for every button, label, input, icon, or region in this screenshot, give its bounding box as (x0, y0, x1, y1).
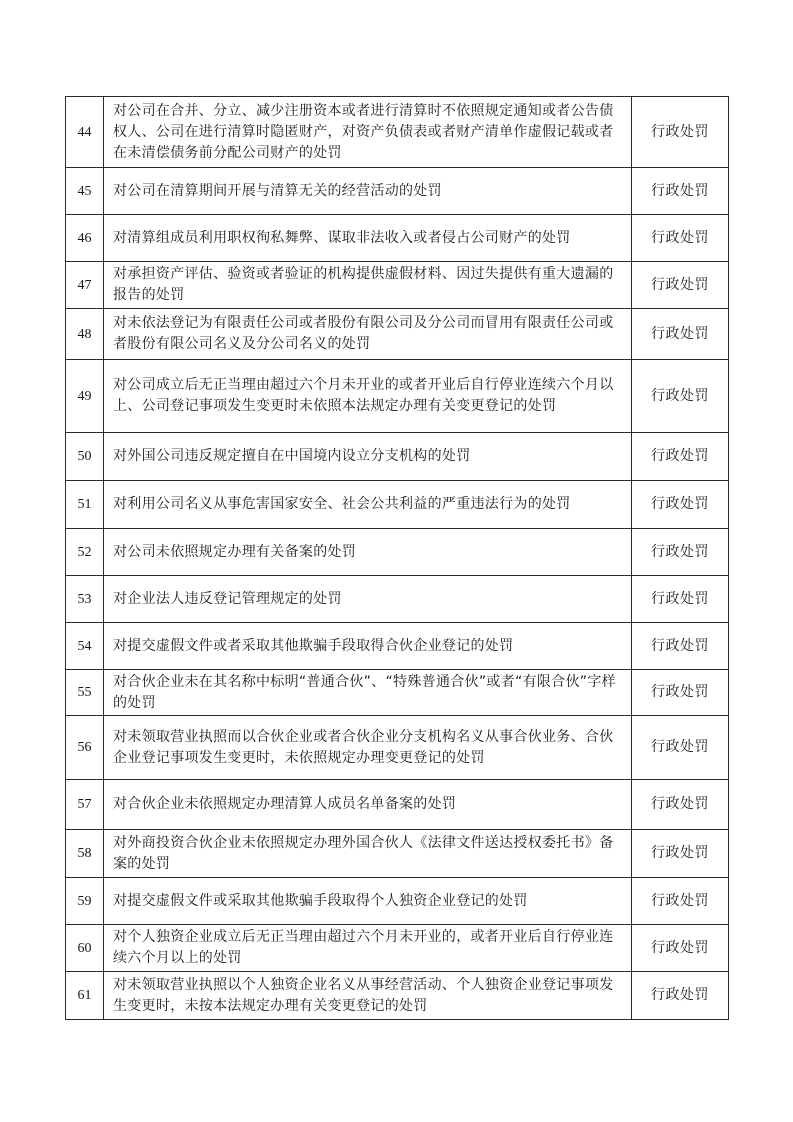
item-description: 对未领取营业执照以个人独资企业名义从事经营活动、个人独资企业登记事项发生变更时，未按本法规定办理有关变更登记的处罚 (104, 972, 632, 1020)
penalty-items-table (65, 96, 729, 1020)
table-row (66, 529, 729, 576)
item-type: 行政处罚 (632, 670, 729, 716)
item-type: 行政处罚 (632, 168, 729, 215)
table-row (66, 262, 729, 309)
row-number: 61 (66, 972, 104, 1020)
row-number: 47 (66, 262, 104, 309)
item-description: 对合伙企业未依照规定办理清算人成员名单备案的处罚 (104, 780, 632, 830)
row-number: 52 (66, 529, 104, 576)
item-description: 对公司成立后无正当理由超过六个月未开业的或者开业后自行停业连续六个月以上、公司登记事项发生变更时未依照本法规定办理有关变更登记的处罚 (104, 360, 632, 433)
item-description: 对外国公司违反规定擅自在中国境内设立分支机构的处罚 (104, 433, 632, 481)
table-row (66, 433, 729, 481)
item-type: 行政处罚 (632, 529, 729, 576)
row-number: 60 (66, 925, 104, 972)
table-row (66, 309, 729, 360)
item-type: 行政处罚 (632, 780, 729, 830)
table-row (66, 972, 729, 1020)
row-number: 45 (66, 168, 104, 215)
row-number: 44 (66, 97, 104, 168)
row-number: 46 (66, 215, 104, 262)
row-number: 53 (66, 576, 104, 623)
table-row (66, 97, 729, 168)
item-description: 对企业法人违反登记管理规定的处罚 (104, 576, 632, 623)
item-description: 对外商投资合伙企业未依照规定办理外国合伙人《法律文件送达授权委托书》备案的处罚 (104, 830, 632, 878)
row-number: 57 (66, 780, 104, 830)
item-description: 对提交虚假文件或者采取其他欺骗手段取得合伙企业登记的处罚 (104, 623, 632, 670)
item-type: 行政处罚 (632, 97, 729, 168)
item-description: 对公司未依照规定办理有关备案的处罚 (104, 529, 632, 576)
item-type: 行政处罚 (632, 878, 729, 925)
table-row (66, 360, 729, 433)
item-description: 对未依法登记为有限责任公司或者股份有限公司及分公司而冒用有限责任公司或者股份有限公司名义及分公司名义的处罚 (104, 309, 632, 360)
table-row (66, 925, 729, 972)
item-description: 对个人独资企业成立后无正当理由超过六个月未开业的，或者开业后自行停业连续六个月以上的处罚 (104, 925, 632, 972)
table-row (66, 716, 729, 780)
row-number: 49 (66, 360, 104, 433)
row-number: 56 (66, 716, 104, 780)
item-type: 行政处罚 (632, 481, 729, 529)
table-row (66, 481, 729, 529)
item-description: 对承担资产评估、验资或者验证的机构提供虚假材料、因过失提供有重大遗漏的报告的处罚 (104, 262, 632, 309)
table-row (66, 215, 729, 262)
item-type: 行政处罚 (632, 716, 729, 780)
row-number: 58 (66, 830, 104, 878)
item-type: 行政处罚 (632, 360, 729, 433)
table-row (66, 830, 729, 878)
table-row (66, 576, 729, 623)
item-description: 对未领取营业执照而以合伙企业或者合伙企业分支机构名义从事合伙业务、合伙企业登记事项发生变更时，未依照规定办理变更登记的处罚 (104, 716, 632, 780)
item-type: 行政处罚 (632, 623, 729, 670)
item-type: 行政处罚 (632, 433, 729, 481)
item-description: 对清算组成员利用职权徇私舞弊、谋取非法收入或者侵占公司财产的处罚 (104, 215, 632, 262)
item-description: 对公司在清算期间开展与清算无关的经营活动的处罚 (104, 168, 632, 215)
item-type: 行政处罚 (632, 972, 729, 1020)
table-row (66, 780, 729, 830)
item-description: 对公司在合并、分立、减少注册资本或者进行清算时不依照规定通知或者公告债权人、公司在进行清算时隐匿财产，对资产负债表或者财产清单作虚假记载或者在未清偿债务前分配公司财产的处罚 (104, 97, 632, 168)
row-number: 55 (66, 670, 104, 716)
item-type: 行政处罚 (632, 215, 729, 262)
table-row (66, 168, 729, 215)
row-number: 48 (66, 309, 104, 360)
item-type: 行政处罚 (632, 262, 729, 309)
item-type: 行政处罚 (632, 576, 729, 623)
row-number: 59 (66, 878, 104, 925)
table-row (66, 670, 729, 716)
row-number: 50 (66, 433, 104, 481)
row-number: 51 (66, 481, 104, 529)
item-description: 对利用公司名义从事危害国家安全、社会公共利益的严重违法行为的处罚 (104, 481, 632, 529)
row-number: 54 (66, 623, 104, 670)
item-description: 对提交虚假文件或采取其他欺骗手段取得个人独资企业登记的处罚 (104, 878, 632, 925)
item-type: 行政处罚 (632, 309, 729, 360)
item-type: 行政处罚 (632, 830, 729, 878)
table-row (66, 623, 729, 670)
table-row (66, 878, 729, 925)
item-type: 行政处罚 (632, 925, 729, 972)
item-description: 对合伙企业未在其名称中标明“普通合伙”、“特殊普通合伙”或者“有限合伙”字样的处罚 (104, 670, 632, 716)
